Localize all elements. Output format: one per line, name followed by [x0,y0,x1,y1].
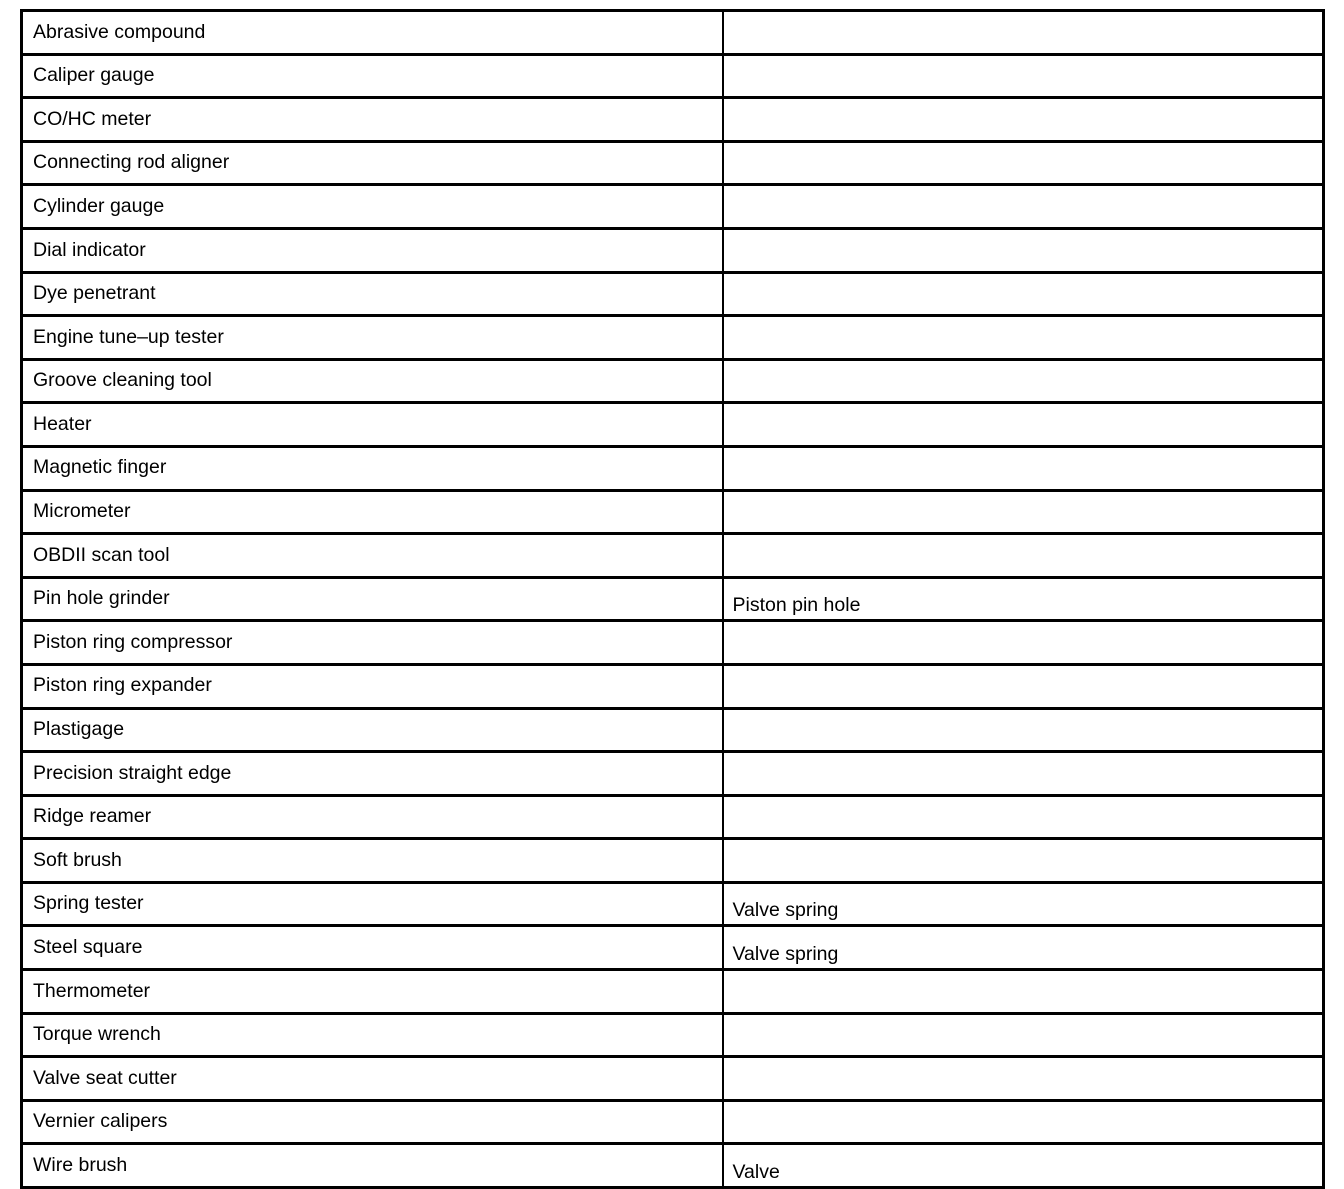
tool-use-cell[interactable] [723,11,1324,55]
table-row [22,621,1324,665]
tool-name-cell: Caliper gauge [22,54,723,98]
table-body [22,11,1324,1188]
table-row [22,228,1324,272]
tool-name-cell: Valve seat cutter [22,1057,723,1101]
tool-use-cell[interactable] [723,141,1324,185]
table-row [22,359,1324,403]
tool-name-cell: Engine tune–up tester [22,316,723,360]
tool-use-cell[interactable]: Piston pin hole [723,577,1324,621]
tool-use-cell[interactable] [723,839,1324,883]
tool-use-cell[interactable] [723,446,1324,490]
tool-usage-table [20,9,1325,1189]
tool-name-cell: Pin hole grinder [22,577,723,621]
table-row [22,795,1324,839]
table-row [22,664,1324,708]
tool-name-cell: CO/HC meter [22,98,723,142]
tool-use-cell[interactable] [723,490,1324,534]
tool-use-cell[interactable]: Valve spring [723,882,1324,926]
table-row [22,185,1324,229]
tool-name-cell: Magnetic finger [22,446,723,490]
tool-name-cell: Dye penetrant [22,272,723,316]
tool-name-cell: Piston ring expander [22,664,723,708]
tool-name-cell: Groove cleaning tool [22,359,723,403]
tool-use-cell[interactable] [723,795,1324,839]
tool-use-cell[interactable]: Valve spring [723,926,1324,970]
tool-name-cell: OBDII scan tool [22,534,723,578]
tool-name-cell: Soft brush [22,839,723,883]
tool-use-cell[interactable] [723,316,1324,360]
tool-name-cell: Steel square [22,926,723,970]
tool-use-cell[interactable] [723,54,1324,98]
tool-use-cell[interactable] [723,359,1324,403]
table-row [22,1013,1324,1057]
tool-use-cell[interactable]: Valve [723,1144,1324,1188]
tool-name-cell: Abrasive compound [22,11,723,55]
table-row [22,882,1324,926]
tool-use-cell[interactable] [723,272,1324,316]
tool-name-cell: Ridge reamer [22,795,723,839]
tool-use-cell[interactable] [723,752,1324,796]
table-row [22,316,1324,360]
table-row [22,708,1324,752]
tool-use-cell[interactable] [723,98,1324,142]
tool-use-cell[interactable] [723,664,1324,708]
tool-name-cell: Torque wrench [22,1013,723,1057]
tool-name-cell: Connecting rod aligner [22,141,723,185]
tool-name-cell: Micrometer [22,490,723,534]
table-row [22,1144,1324,1188]
tool-use-cell[interactable] [723,228,1324,272]
tool-name-cell: Vernier calipers [22,1100,723,1144]
tool-name-cell: Plastigage [22,708,723,752]
table-row [22,11,1324,55]
table-row [22,141,1324,185]
tool-use-cell[interactable] [723,1057,1324,1101]
tool-name-cell: Dial indicator [22,228,723,272]
tool-name-cell: Piston ring compressor [22,621,723,665]
tool-name-cell: Wire brush [22,1144,723,1188]
tool-name-cell: Cylinder gauge [22,185,723,229]
table-row [22,403,1324,447]
tool-use-cell[interactable] [723,970,1324,1014]
table-row [22,1057,1324,1101]
table-row [22,970,1324,1014]
tool-name-cell: Precision straight edge [22,752,723,796]
table-row [22,1100,1324,1144]
tool-use-cell[interactable] [723,185,1324,229]
tool-name-cell: Spring tester [22,882,723,926]
table-row [22,577,1324,621]
table-row [22,752,1324,796]
table-row [22,926,1324,970]
tool-name-cell: Thermometer [22,970,723,1014]
tool-use-cell[interactable] [723,534,1324,578]
table-row [22,272,1324,316]
tool-name-cell: Heater [22,403,723,447]
table-row [22,446,1324,490]
table-row [22,839,1324,883]
table-row [22,534,1324,578]
tool-use-cell[interactable] [723,621,1324,665]
tool-use-cell[interactable] [723,1013,1324,1057]
table-row [22,98,1324,142]
table-row [22,54,1324,98]
tool-use-cell[interactable] [723,403,1324,447]
tool-use-cell[interactable] [723,708,1324,752]
tool-use-cell[interactable] [723,1100,1324,1144]
table-row [22,490,1324,534]
